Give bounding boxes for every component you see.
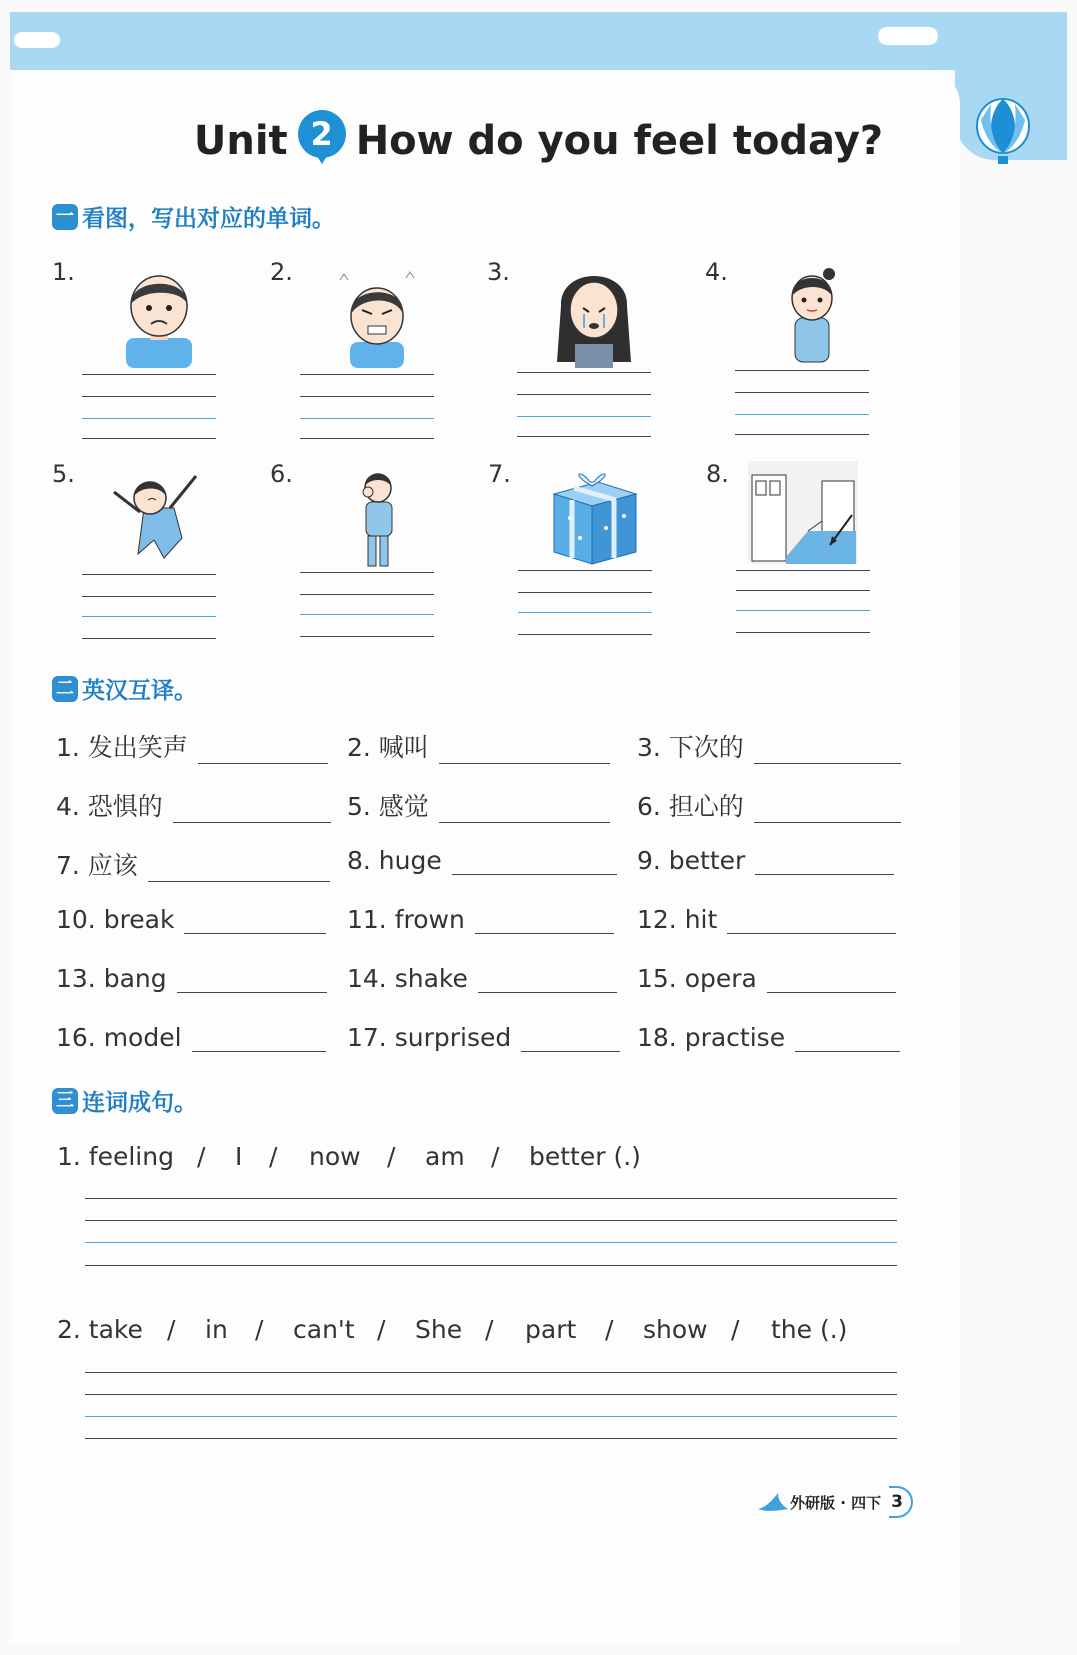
translation-item — [637, 964, 896, 993]
answer-line[interactable] — [82, 374, 216, 375]
answer-blank[interactable] — [173, 798, 331, 823]
separator-slash: / — [377, 1315, 386, 1344]
unit-number: 2 — [298, 110, 346, 158]
answer-blank[interactable] — [475, 909, 614, 934]
crying-girl-icon — [539, 266, 649, 368]
translation-prompt: 6. 担心的 — [637, 792, 744, 821]
translation-item — [347, 1023, 620, 1052]
translation-item — [56, 905, 326, 934]
answer-blank[interactable] — [755, 850, 894, 875]
answer-line[interactable] — [736, 610, 870, 611]
answer-blank[interactable] — [192, 1027, 326, 1052]
answer-blank[interactable] — [478, 968, 617, 993]
picture-item-1 — [52, 258, 262, 438]
unit-title: How do you feel today? — [355, 118, 884, 164]
translation-item — [637, 1023, 900, 1052]
word-token: can't — [293, 1315, 355, 1344]
word-token: the (.) — [771, 1315, 848, 1344]
word-token: now — [309, 1142, 361, 1171]
answer-line[interactable] — [300, 438, 434, 439]
item-number: 5. — [52, 460, 75, 488]
angry-boy-icon — [322, 266, 432, 368]
translation-prompt: 13. bang — [56, 964, 167, 993]
translation-prompt: 3. 下次的 — [637, 733, 744, 762]
answer-blank[interactable] — [754, 739, 901, 764]
gift-box-icon — [540, 468, 650, 570]
section3-title: 连词成句。 — [82, 1090, 197, 1116]
item-number: 7. — [488, 460, 511, 488]
word-token: She — [415, 1315, 463, 1344]
answer-line[interactable] — [735, 434, 869, 435]
section-number-badge: 三 — [52, 1088, 78, 1114]
translation-prompt: 9. better — [637, 846, 746, 875]
writing-line[interactable] — [85, 1394, 897, 1395]
word-token: 2. take — [57, 1315, 143, 1344]
picture-item-8 — [706, 460, 916, 640]
separator-slash: / — [731, 1315, 740, 1344]
unit-number-pin-icon — [298, 110, 346, 162]
translation-item — [56, 728, 328, 764]
answer-line[interactable] — [300, 396, 434, 397]
answer-blank[interactable] — [754, 798, 901, 823]
translation-prompt: 5. 感觉 — [347, 792, 429, 821]
section1-heading — [52, 200, 335, 233]
translation-prompt: 18. practise — [637, 1023, 786, 1052]
answer-line[interactable] — [517, 416, 651, 417]
answer-line[interactable] — [517, 394, 651, 395]
answer-blank[interactable] — [767, 968, 896, 993]
item-number: 6. — [270, 460, 293, 488]
separator-slash: / — [485, 1315, 494, 1344]
item-number: 1. — [52, 258, 75, 286]
section-number-badge: 一 — [52, 204, 78, 230]
unit-word: Unit — [193, 118, 288, 164]
sad-boy-icon — [104, 266, 214, 368]
item-number: 8. — [706, 460, 729, 488]
separator-slash: / — [491, 1142, 500, 1171]
answer-line[interactable] — [736, 570, 870, 571]
answer-blank[interactable] — [184, 909, 326, 934]
translation-item — [347, 787, 610, 823]
answer-line[interactable] — [82, 396, 216, 397]
answer-line[interactable] — [82, 418, 216, 419]
answer-blank[interactable] — [452, 850, 617, 875]
writing-line[interactable] — [85, 1198, 897, 1199]
word-token: in — [205, 1315, 228, 1344]
answer-line[interactable] — [735, 414, 869, 415]
item-number: 2. — [270, 258, 293, 286]
picture-item-6 — [270, 460, 480, 640]
picture-item-7 — [488, 460, 698, 640]
translation-prompt: 4. 恐惧的 — [56, 792, 163, 821]
separator-slash: / — [269, 1142, 278, 1171]
writing-line[interactable] — [85, 1416, 897, 1417]
item-number: 3. — [487, 258, 510, 286]
answer-line[interactable] — [735, 392, 869, 393]
answer-blank[interactable] — [177, 968, 327, 993]
answer-line[interactable] — [735, 370, 869, 371]
answer-line[interactable] — [518, 634, 652, 635]
answer-blank[interactable] — [521, 1027, 620, 1052]
answer-blank[interactable] — [198, 739, 328, 764]
translation-prompt: 15. opera — [637, 964, 757, 993]
picture-item-3 — [487, 258, 697, 438]
translation-prompt: 11. frown — [347, 905, 465, 934]
bird-logo-icon — [756, 1491, 790, 1513]
word-token: I — [235, 1142, 243, 1171]
writing-line[interactable] — [85, 1372, 897, 1373]
answer-line[interactable] — [82, 616, 216, 617]
translation-prompt: 14. shake — [347, 964, 468, 993]
section2-title: 英汉互译。 — [82, 678, 197, 704]
word-token: better (.) — [529, 1142, 641, 1171]
page-number: 3 — [889, 1486, 913, 1518]
answer-blank[interactable] — [727, 909, 896, 934]
separator-slash: / — [167, 1315, 176, 1344]
separator-slash: / — [387, 1142, 396, 1171]
picture-item-4 — [705, 258, 915, 438]
translation-item — [347, 728, 610, 764]
answer-line[interactable] — [518, 612, 652, 613]
answer-blank[interactable] — [439, 739, 610, 764]
translation-item — [637, 728, 901, 764]
translation-prompt: 17. surprised — [347, 1023, 512, 1052]
translation-prompt: 1. 发出笑声 — [56, 733, 188, 762]
writing-line[interactable] — [85, 1242, 897, 1243]
answer-line[interactable] — [82, 438, 216, 439]
word-token: part — [525, 1315, 577, 1344]
section3-heading — [52, 1084, 197, 1117]
translation-prompt: 12. hit — [637, 905, 718, 934]
answer-line[interactable] — [300, 572, 434, 573]
section2-heading — [52, 672, 197, 705]
answer-line[interactable] — [518, 570, 652, 571]
picture-item-2 — [270, 258, 480, 438]
answer-line[interactable] — [300, 594, 434, 595]
separator-slash: / — [197, 1142, 206, 1171]
book-edition: 外研版 · 四下 — [790, 1493, 882, 1512]
item-number: 4. — [705, 258, 728, 286]
writing-line[interactable] — [85, 1220, 897, 1221]
answer-line[interactable] — [300, 374, 434, 375]
word-token: 1. feeling — [57, 1142, 174, 1171]
answer-line[interactable] — [82, 574, 216, 575]
translation-item — [56, 787, 331, 823]
answer-line[interactable] — [300, 418, 434, 419]
page-footer — [756, 1486, 913, 1518]
section-number-badge: 二 — [52, 676, 78, 702]
translation-prompt: 10. break — [56, 905, 175, 934]
translation-item — [347, 846, 617, 875]
answer-line[interactable] — [517, 372, 651, 373]
separator-slash: / — [605, 1315, 614, 1344]
translation-item — [347, 964, 617, 993]
street-corner-icon — [748, 460, 858, 564]
translation-prompt: 8. huge — [347, 846, 442, 875]
answer-line[interactable] — [300, 614, 434, 615]
translation-prompt: 2. 喊叫 — [347, 733, 429, 762]
writing-line[interactable] — [85, 1265, 897, 1266]
answer-line[interactable] — [736, 632, 870, 633]
section1-title: 看图，写出对应的单词。 — [82, 206, 335, 232]
picture-item-5 — [52, 460, 262, 640]
page-title — [0, 110, 1077, 164]
cloud-icon — [14, 32, 60, 48]
translation-item — [56, 964, 327, 993]
answer-line[interactable] — [82, 596, 216, 597]
jumping-boy-icon — [104, 468, 214, 570]
answer-line[interactable] — [517, 436, 651, 437]
translation-item — [637, 905, 896, 934]
translation-item — [56, 1023, 326, 1052]
translation-item — [56, 846, 330, 882]
answer-line[interactable] — [736, 590, 870, 591]
answer-line[interactable] — [82, 638, 216, 639]
word-token: am — [425, 1142, 465, 1171]
answer-line[interactable] — [300, 636, 434, 637]
shy-girl-icon — [757, 266, 867, 368]
translation-item — [637, 846, 894, 875]
answer-blank[interactable] — [148, 857, 330, 882]
translation-prompt: 7. 应该 — [56, 851, 138, 880]
word-token: show — [643, 1315, 708, 1344]
answer-blank[interactable] — [795, 1027, 900, 1052]
answer-line[interactable] — [518, 592, 652, 593]
translation-item — [637, 787, 901, 823]
separator-slash: / — [255, 1315, 264, 1344]
translation-item — [347, 905, 614, 934]
writing-line[interactable] — [85, 1438, 897, 1439]
translation-prompt: 16. model — [56, 1023, 182, 1052]
coughing-girl-icon — [322, 468, 432, 570]
cloud-icon — [878, 27, 938, 45]
answer-blank[interactable] — [439, 798, 610, 823]
